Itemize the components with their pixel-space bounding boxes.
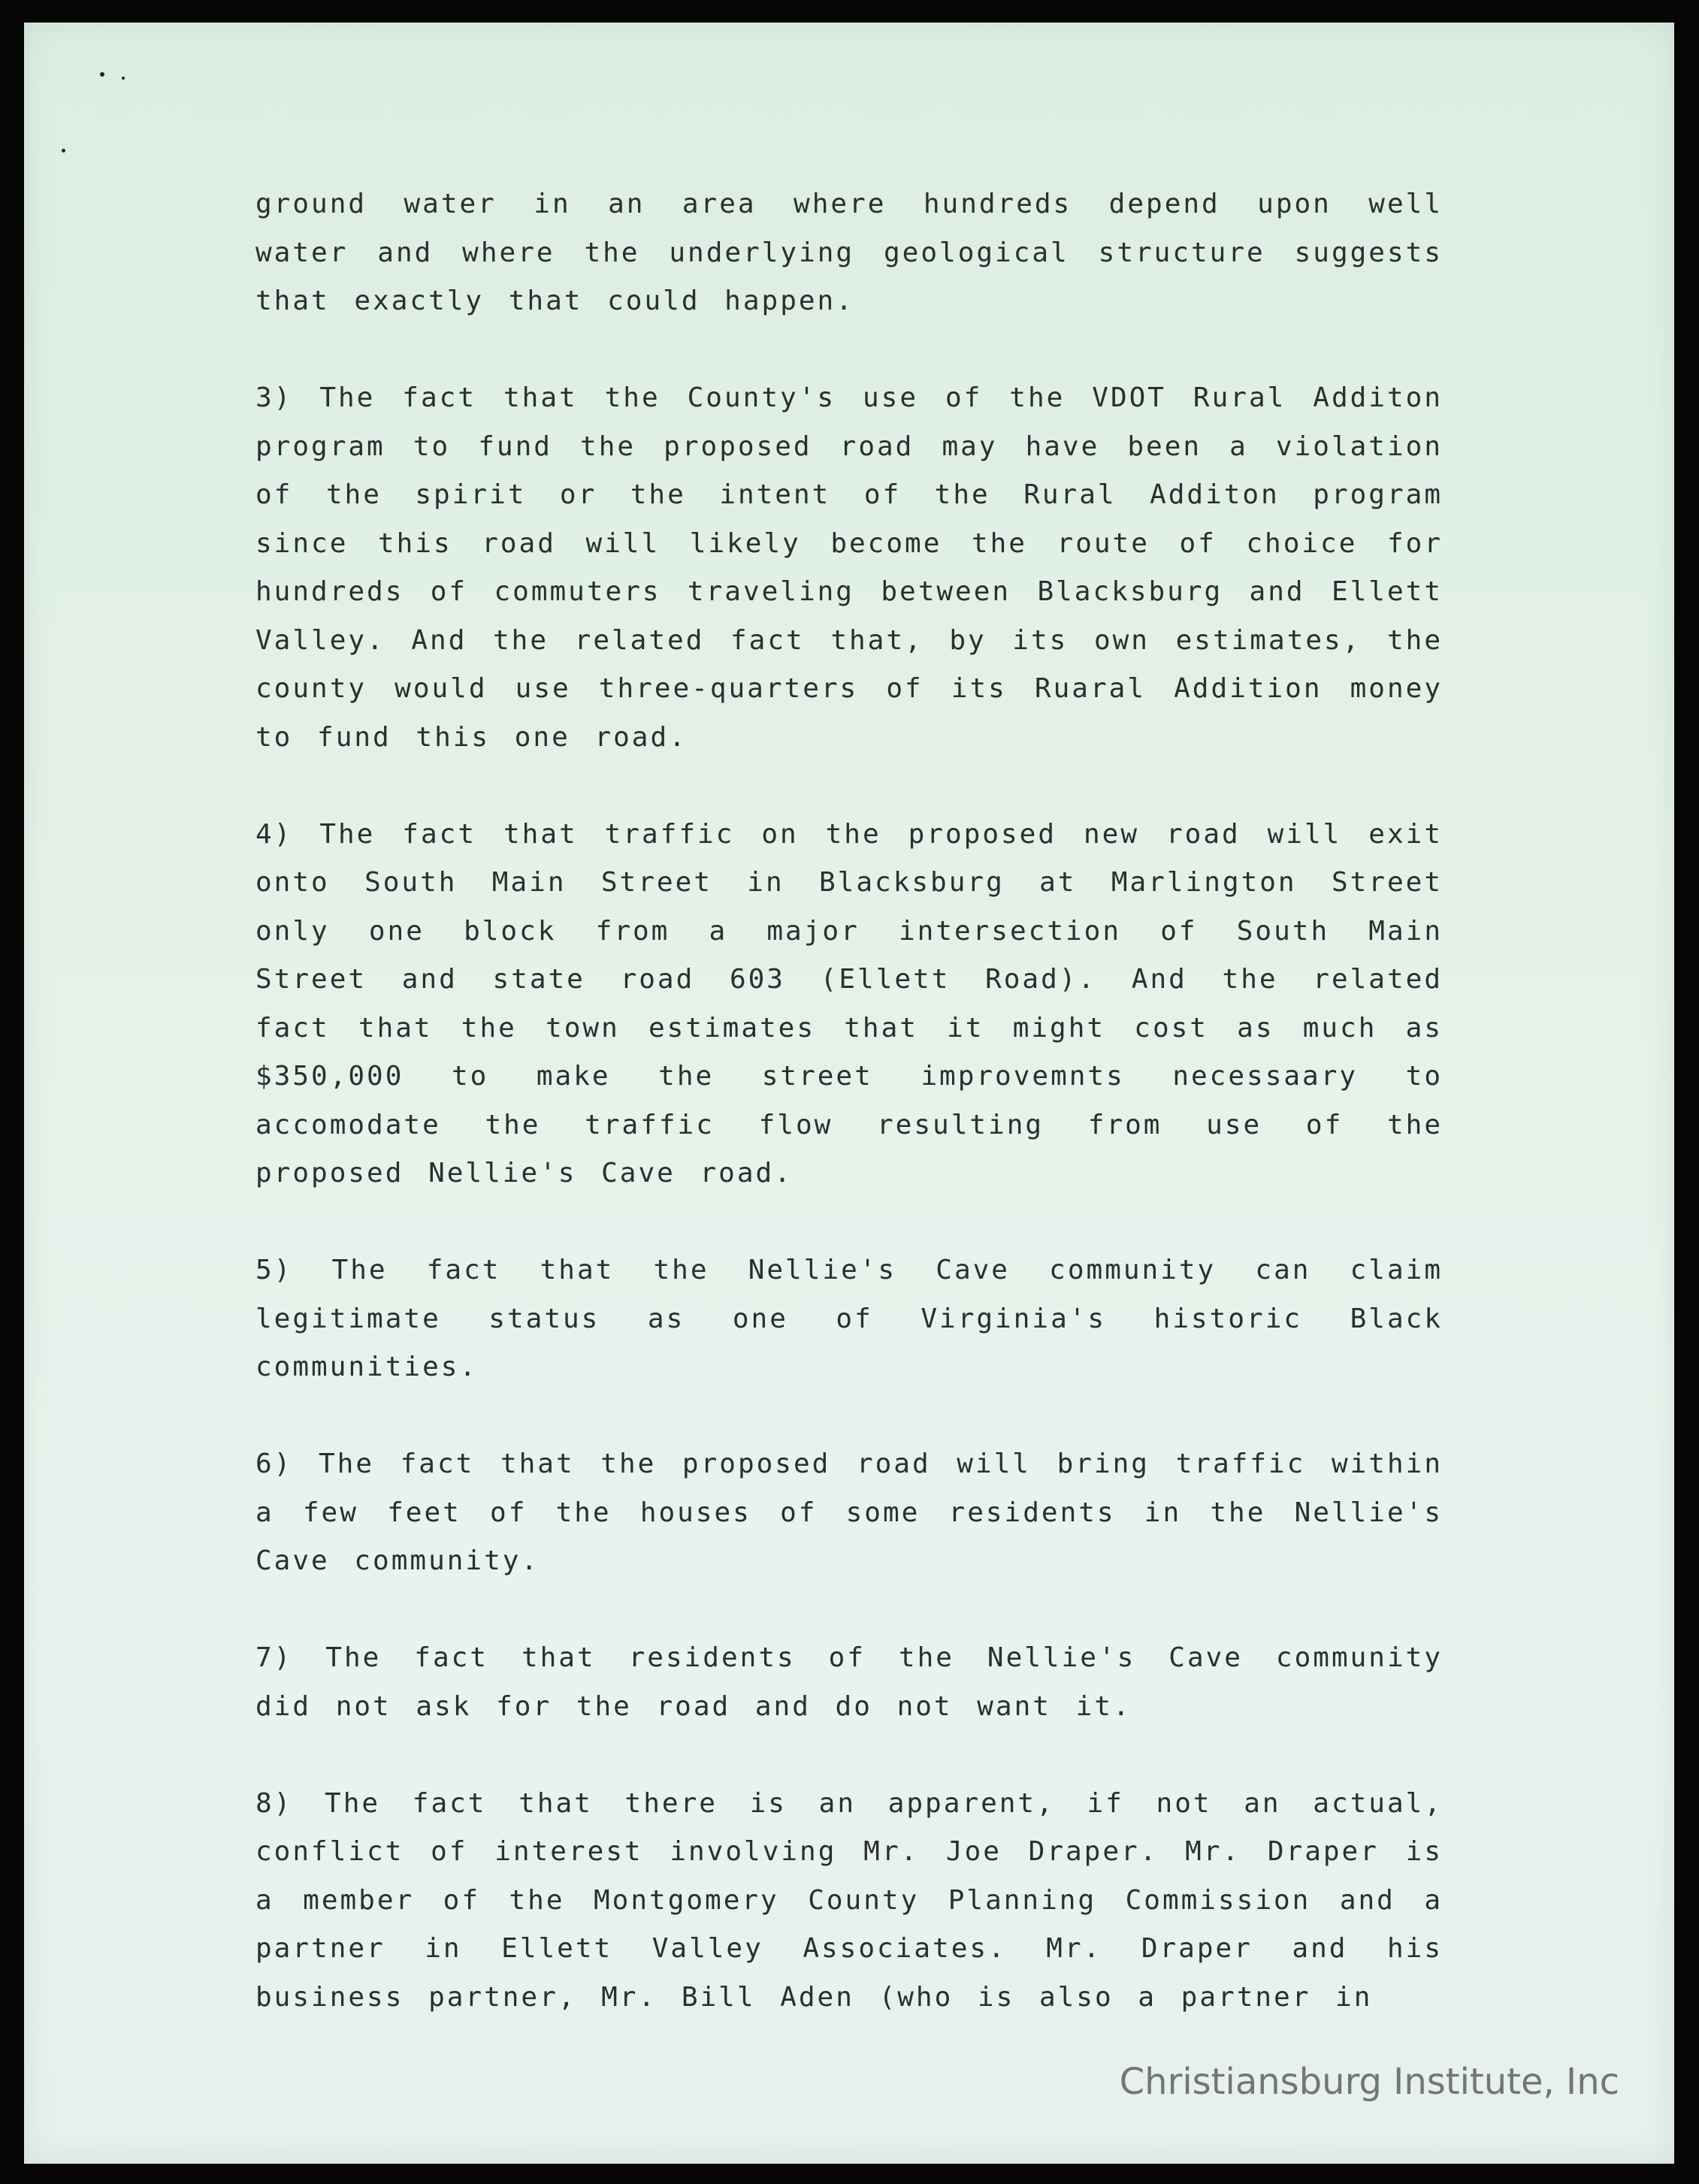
paper-speck	[62, 149, 65, 153]
paragraph-item-6: 6) The fact that the proposed road will bring traffic within a few feet of the houses of some residents in the Nellie's Cave community.	[255, 1448, 1443, 1576]
paragraph-continuation: ground water in an area where hundreds depend upon well water and where the underlying geological structure suggests that exactly that could happen.	[255, 189, 1443, 316]
paper-speck	[122, 77, 125, 80]
document-body	[255, 180, 1443, 2071]
watermark-text: Christiansburg Institute, Inc	[1119, 2061, 1619, 2103]
paragraph-item-3: 3) The fact that the County's use of the VDOT Rural Additon program to fund the proposed road may have been a violation of the spirit or the intent of the Rural Additon program since this road will likely become the route of choice for hundreds of commuters traveling between Blacksburg and Ellett Valley. And the related fact that, by its own estimates, the county would use three-quarters of its Ruaral Addition money to fund this one road.	[255, 382, 1443, 753]
paragraph-item-8: 8) The fact that there is an apparent, if not an actual, conflict of interest involving Mr. Joe Draper. Mr. Draper is a member of the Montgomery County Planning Commission and a partner in Ellett Valley Associates. Mr. Draper and his business partner, Mr. Bill Aden (who is also a partner in	[255, 1787, 1443, 2013]
paragraph-item-5: 5) The fact that the Nellie's Cave community can claim legitimate status as one of Virginia's historic Black communities.	[255, 1255, 1443, 1382]
paragraph-item-4: 4) The fact that traffic on the proposed new road will exit onto South Main Street in Blacksburg at Marlington Street only one block from a major intersection of South Main Street and state road 603 (Ellett Road). And the related fact that the town estimates that it might cost as much as $350,000 to make the street improvemnts necessaary to accomodate the traffic flow resulting from use of the proposed Nellie's Cave road.	[255, 818, 1443, 1189]
paragraph-item-7: 7) The fact that residents of the Nellie's Cave community did not ask for the road and do not want it.	[255, 1642, 1443, 1722]
paper-speck	[100, 72, 104, 77]
